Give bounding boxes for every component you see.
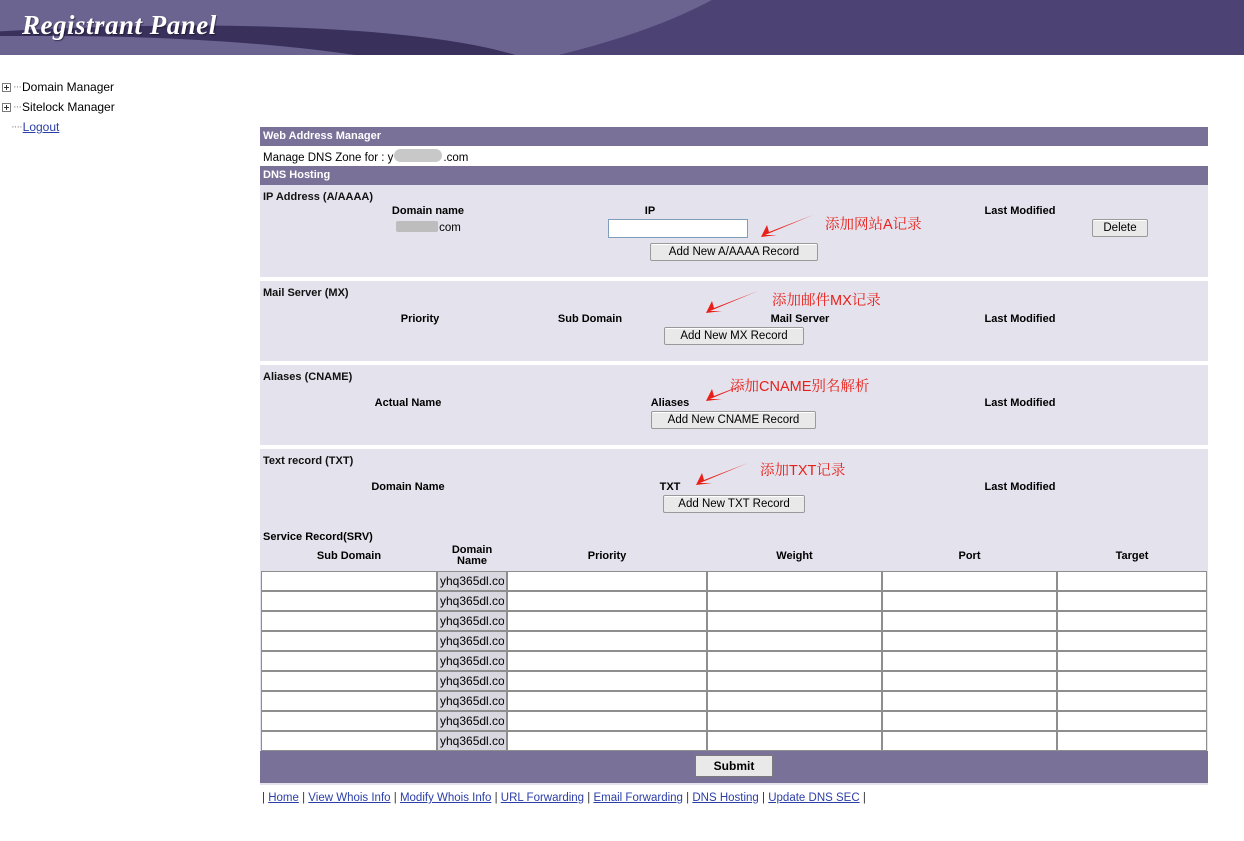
table-row <box>261 571 1207 591</box>
srv-subdomain-input[interactable] <box>261 571 437 591</box>
srv-domain-input[interactable] <box>437 611 507 631</box>
sidebar-item-sitelock-manager[interactable] <box>0 97 250 117</box>
redacted-domain <box>394 149 442 162</box>
srv-target-input[interactable] <box>1057 671 1207 691</box>
footer-link-update-dns-sec[interactable]: Update DNS SEC <box>768 792 860 804</box>
footer-sep: | <box>862 792 866 804</box>
srv-target-input[interactable] <box>1057 591 1207 611</box>
col-header-aliases: Aliases <box>650 397 690 409</box>
srv-domain-input[interactable] <box>437 711 507 731</box>
sidebar-item-logout[interactable] <box>0 117 250 137</box>
delete-a-record-button[interactable]: Delete <box>1092 219 1148 237</box>
srv-priority-input[interactable] <box>507 731 707 751</box>
tree-dash-icon: ··· <box>13 81 21 93</box>
col-header-last-modified: Last Modified <box>984 481 1056 493</box>
expand-plus-icon[interactable] <box>2 103 11 112</box>
table-row <box>261 631 1207 651</box>
srv-subdomain-input[interactable] <box>261 671 437 691</box>
srv-target-input[interactable] <box>1057 651 1207 671</box>
table-row <box>261 691 1207 711</box>
srv-target-input[interactable] <box>1057 711 1207 731</box>
col-header-domain-name: Domain name <box>391 205 465 217</box>
srv-table-header-row <box>261 543 1207 571</box>
footer-sep: | <box>262 792 265 804</box>
redacted-domain-cell <box>396 221 438 232</box>
section-txt-record <box>260 449 1208 523</box>
srv-priority-input[interactable] <box>507 611 707 631</box>
srv-domain-input[interactable] <box>437 631 507 651</box>
section-label-txt: Text record (TXT) <box>263 455 354 467</box>
sidebar-item-domain-manager[interactable] <box>0 77 250 97</box>
col-header-domain-name: Domain Name <box>451 544 493 567</box>
annotation-text-a: 添加网站A记录 <box>825 217 922 233</box>
srv-table <box>261 543 1207 751</box>
srv-subdomain-input[interactable] <box>261 631 437 651</box>
col-header-port: Port <box>958 549 981 562</box>
srv-submit-bar <box>260 751 1208 783</box>
a-record-domain-value <box>338 221 518 234</box>
footer-sep: | <box>393 792 397 804</box>
section-label-cname: Aliases (CNAME) <box>263 371 353 383</box>
srv-domain-input[interactable] <box>437 691 507 711</box>
srv-port-input[interactable] <box>882 691 1057 711</box>
sidebar-item-label[interactable]: Logout <box>22 120 60 134</box>
table-row <box>261 591 1207 611</box>
sidebar-item-label: Sitelock Manager <box>22 100 115 114</box>
srv-priority-input[interactable] <box>507 591 707 611</box>
srv-priority-input[interactable] <box>507 711 707 731</box>
add-cname-record-button[interactable]: Add New CNAME Record <box>651 411 816 429</box>
submit-button[interactable]: Submit <box>695 755 774 777</box>
dns-hosting-bar: DNS Hosting <box>260 166 1208 185</box>
sidebar <box>0 77 250 137</box>
annotation-text-txt: 添加TXT记录 <box>760 463 846 479</box>
annotation-arrow-txt <box>690 461 750 487</box>
col-header-txt: TXT <box>659 481 681 493</box>
srv-priority-input[interactable] <box>507 691 707 711</box>
annotation-text-mx: 添加邮件MX记录 <box>772 293 881 309</box>
footer-link-view-whois[interactable]: View Whois Info <box>308 792 391 804</box>
srv-subdomain-input[interactable] <box>261 591 437 611</box>
add-txt-record-button[interactable]: Add New TXT Record <box>663 495 805 513</box>
section-label-mx: Mail Server (MX) <box>263 287 349 299</box>
srv-target-input[interactable] <box>1057 631 1207 651</box>
annotation-arrow-mx <box>700 289 760 315</box>
srv-target-input[interactable] <box>1057 691 1207 711</box>
manage-suffix: .com <box>443 152 469 164</box>
table-row <box>261 671 1207 691</box>
tree-branch-icon: ···· <box>11 121 22 133</box>
srv-priority-input[interactable] <box>507 671 707 691</box>
srv-port-input[interactable] <box>882 631 1057 651</box>
manage-dns-zone-line <box>260 146 1208 166</box>
annotation-text-cname: 添加CNAME别名解析 <box>730 379 870 395</box>
annotation-arrow-a <box>755 213 815 239</box>
col-header-priority: Priority <box>400 313 440 325</box>
srv-port-input[interactable] <box>882 671 1057 691</box>
domain-suffix: com <box>439 222 461 234</box>
srv-domain-input[interactable] <box>437 591 507 611</box>
col-header-mailserver: Mail Server <box>770 313 830 325</box>
col-header-last-modified: Last Modified <box>984 397 1056 409</box>
col-header-priority: Priority <box>587 549 627 562</box>
srv-target-input[interactable] <box>1057 611 1207 631</box>
srv-weight-input[interactable] <box>707 611 882 631</box>
table-row <box>261 611 1207 631</box>
srv-weight-input[interactable] <box>707 731 882 751</box>
footer-sep: | <box>587 792 591 804</box>
section-label-srv: Service Record(SRV) <box>263 531 373 543</box>
table-row <box>261 711 1207 731</box>
expand-plus-icon[interactable] <box>2 83 11 92</box>
srv-weight-input[interactable] <box>707 631 882 651</box>
footer-sep: | <box>686 792 690 804</box>
srv-subdomain-input[interactable] <box>261 731 437 751</box>
srv-weight-input[interactable] <box>707 571 882 591</box>
srv-subdomain-input[interactable] <box>261 711 437 731</box>
app-header <box>0 0 1244 55</box>
srv-weight-input[interactable] <box>707 671 882 691</box>
col-header-target: Target <box>1115 549 1149 562</box>
srv-weight-input[interactable] <box>707 691 882 711</box>
footer-sep: | <box>302 792 306 804</box>
srv-port-input[interactable] <box>882 731 1057 751</box>
add-mx-record-button[interactable]: Add New MX Record <box>664 327 804 345</box>
srv-domain-input[interactable] <box>437 651 507 671</box>
col-header-weight: Weight <box>776 549 813 562</box>
srv-weight-input[interactable] <box>707 711 882 731</box>
page-title: Registrant Panel <box>22 10 217 40</box>
section-mx-record <box>260 281 1208 361</box>
tree-dash-icon: ··· <box>13 101 21 113</box>
col-header-subdomain: Sub Domain <box>316 549 382 562</box>
col-header-ip: IP <box>644 205 656 217</box>
srv-weight-input[interactable] <box>707 651 882 671</box>
srv-priority-input[interactable] <box>507 631 707 651</box>
srv-target-input[interactable] <box>1057 731 1207 751</box>
srv-port-input[interactable] <box>882 651 1057 671</box>
col-header-actual-name: Actual Name <box>374 397 442 409</box>
srv-subdomain-input[interactable] <box>261 611 437 631</box>
srv-weight-input[interactable] <box>707 591 882 611</box>
panel-title-bar: Web Address Manager <box>260 127 1208 146</box>
page-body <box>0 55 1244 841</box>
table-row <box>261 651 1207 671</box>
a-record-ip-input[interactable] <box>608 219 748 238</box>
footer-link-modify-whois[interactable]: Modify Whois Info <box>399 792 492 804</box>
footer-link-url-forwarding[interactable]: URL Forwarding <box>500 792 585 804</box>
section-label-a: IP Address (A/AAAA) <box>263 191 374 203</box>
col-header-domain-name: Domain Name <box>371 481 445 493</box>
footer-link-home[interactable]: Home <box>268 792 299 804</box>
col-header-subdomain: Sub Domain <box>557 313 623 325</box>
srv-subdomain-input[interactable] <box>261 691 437 711</box>
footer-link-dns-hosting[interactable]: DNS Hosting <box>692 792 759 804</box>
col-header-last-modified: Last Modified <box>984 313 1056 325</box>
srv-port-input[interactable] <box>882 711 1057 731</box>
srv-table-body <box>261 571 1207 751</box>
footer-link-email-forwarding[interactable]: Email Forwarding <box>593 792 683 804</box>
srv-target-input[interactable] <box>1057 571 1207 591</box>
col-header-last-modified: Last Modified <box>984 205 1056 217</box>
main-panel <box>260 127 1208 804</box>
srv-port-input[interactable] <box>882 611 1057 631</box>
manage-prefix: Manage DNS Zone for : y <box>263 152 394 164</box>
srv-subdomain-input[interactable] <box>261 651 437 671</box>
srv-domain-input[interactable] <box>437 731 507 751</box>
srv-priority-input[interactable] <box>507 571 707 591</box>
section-a-record <box>260 185 1208 277</box>
footer-sep: | <box>494 792 498 804</box>
footer-links <box>260 792 1208 804</box>
table-row <box>261 731 1207 751</box>
add-a-aaaa-record-button[interactable]: Add New A/AAAA Record <box>650 243 818 261</box>
footer-sep: | <box>762 792 766 804</box>
srv-port-input[interactable] <box>882 571 1057 591</box>
section-srv-record <box>260 527 1208 785</box>
srv-port-input[interactable] <box>882 591 1057 611</box>
srv-domain-input[interactable] <box>437 571 507 591</box>
srv-domain-input[interactable] <box>437 671 507 691</box>
sidebar-item-label: Domain Manager <box>22 80 115 94</box>
srv-priority-input[interactable] <box>507 651 707 671</box>
section-cname-record <box>260 365 1208 445</box>
